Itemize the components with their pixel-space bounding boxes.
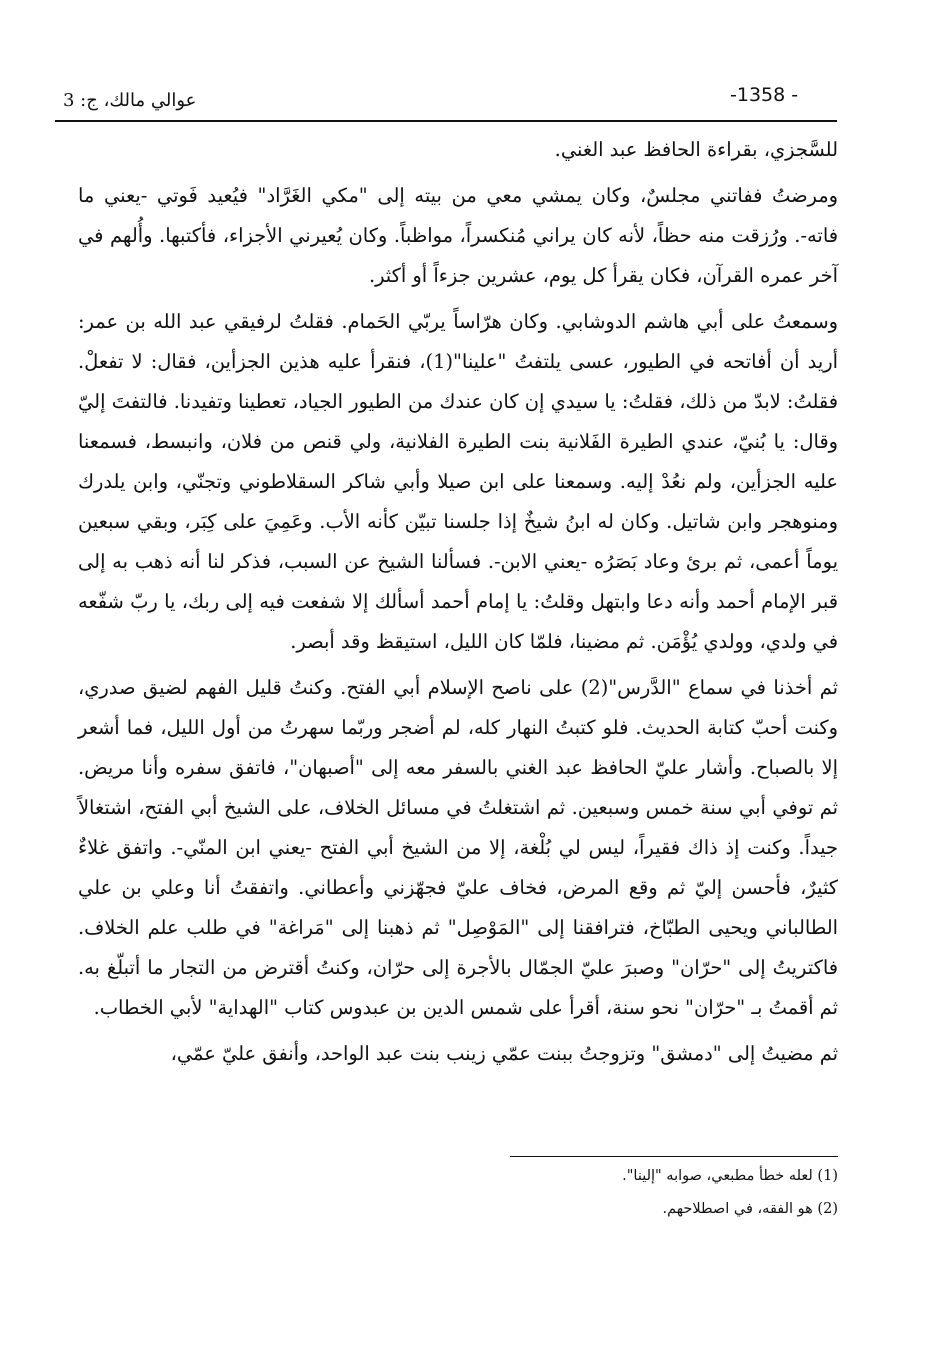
paragraph-2: ومرضتُ ففاتني مجلسٌ، وكان يمشي معي من بيته إلى "مكي الغَرَّاد" فيُعيد فَوتي -يعني ما فاته-. ورُزقت منه حظاً، لأنه كان يراني مُنكسراً، مواظباً. وكان يُعيرني الأجزاء، فأكتبها. وأُلهم في آخر عمره القرآن، فكان يقرأ كل يوم، عشرين جزءاً أو أكثر. [78,184,838,287]
page-number: -1358 - [730,84,799,106]
footnote-divider [510,1156,838,1157]
paragraph-3: وسمعتُ على أبي هاشم الدوشابي. وكان هرّاساً يربّي الحَمام. فقلتُ لرفيقي عبد الله بن عمر: أريد أن أفاتحه في الطيور، عسى يلتفتُ "علينا"(1)، فنقرأ عليه هذين الجزأين، فقال: لا تفعلْ. فقلتُ: لابدّ من ذلك، فقلتُ: يا سيدي إن كان عندك من الطيور الجياد، تعطينا وتفيدنا. فالتفتَ إليّ وقال: يا بُنيّ، عندي الطيرة الفَلانية بنت الطيرة الفلانية، ولي قنص من فلان، وانبسط، فسمعنا عليه الجزأين، ولم نعُدْ إليه. وسمعنا على ابن صيلا وأبي شاكر السقلاطوني وتجنّي، وابن يلدرك ومنوهجر وابن شاتيل. وكان له ابنُ شيخٌ إذا جلسنا تبيّن كأنه الأب. وعَمِيَ على كِبَر، وبقي سبعين يوماً أعمى، ثم برئ وعاد بَصَرُه -يعني الابن-. فسألنا الشيخ عن السبب، فذكر لنا أنه ذهب به إلى قبر الإمام أحمد وأنه دعا وابتهل وقلتُ: يا إمام أحمد أسألك إلا شفعت فيه إلى ربك، يا ربّ شفّعه في ولدي، وولدي يُؤْمَن. ثم مضينا، فلمّا كان الليل، استيقظ وقد أبصر. [78,310,839,653]
paragraph-4: ثم أخذنا في سماع "الدَّرس"(2) على ناصح الإسلام أبي الفتح. وكنتُ قليل الفهم لضيق صدري، وكنت أحبّ كتابة الحديث. فلو كتبتُ النهار كله، لم أضجر وربّما سهرتُ من أول الليل، فما أشعر إلا بالصباح. وأشار عليّ الحافظ عبد الغني بالسفر معه إلى "أصبهان"، فاتفق سفره وأنا مريض. ثم توفي أبي سنة خمس وسبعين. ثم اشتغلتُ في مسائل الخلاف، على الشيخ أبي الفتح، اشتغالاً جيداً. وكنت إذ ذاك فقيراً، ليس لي بُلْغة، إلا من الشيخ أبي الفتح -يعني ابن المنّي-. واتفق غلاءٌ كثيرٌ، فأحسن إليّ ثم وقع المرض، فخاف عليّ فجهّزني وأعطاني. واتفقتُ أنا وعلي بن علي الطالباني ويحيى الطبّاخ، فترافقنا إلى "المَوْصِل" ثم ذهبنا إلى "مَراغة" في طلب علم الخلاف. فاكتريتُ إلى "حرّان" وصبرَ عليّ الجمّال بالأجرة إلى حرّان، وكنتُ أقترض من التجار ما أتبلّغ به. ثم أقمتُ بـ "حرّان" نحو سنة، أقرأ على شمس الدين بن عبدوس كتاب "الهداية" لأبي الخطاب. [78,676,838,1019]
footnotes [78,1160,838,1226]
footnote-2: (2) هو الفقه، في اصطلاحهم. [662,1201,838,1217]
body-text [78,130,838,1074]
paragraph-1: للسَّجزي، بقراءة الحافظ عبد الغني. [554,138,838,161]
paragraph-5: ثم مضيتُ إلى "دمشق" وتزوجتُ ببنت عمّي زينب بنت عبد الواحد، وأنفق عليّ عمّي، [170,1042,838,1065]
running-title: عوالي مالك، ج: 3 [63,90,197,111]
footnote-1: (1) لعله خطأ مطبعي، صوابه "إلينا". [622,1168,838,1184]
page-header [55,84,837,122]
